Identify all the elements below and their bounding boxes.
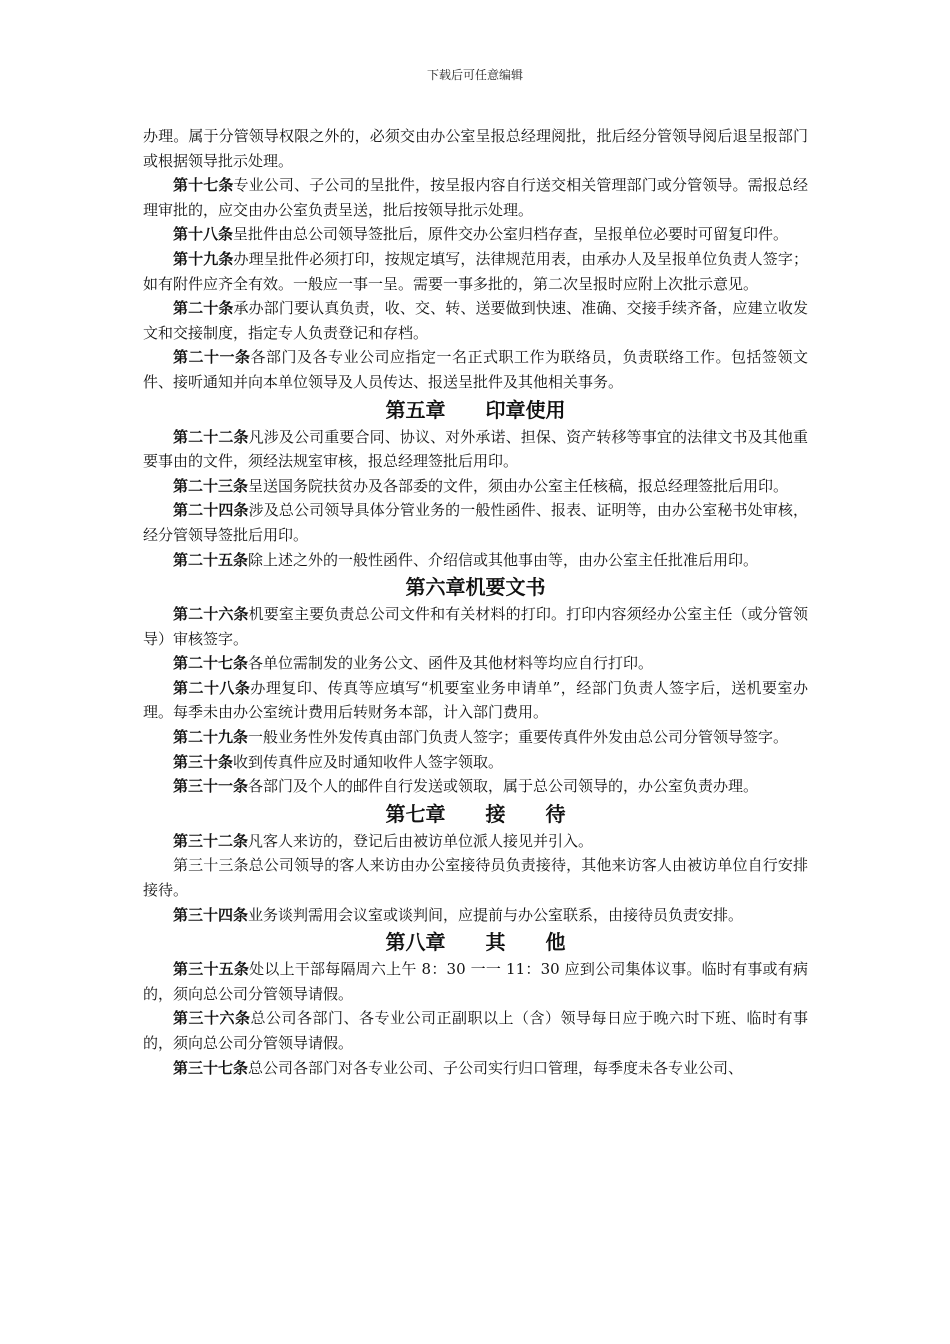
article-text: 一般业务性外发传真由部门负责人签字；重要传真件外发由总公司分管领导签字。	[248, 728, 789, 747]
article-paragraph	[143, 957, 808, 1006]
chapter-heading: 第五章 印章使用	[385, 397, 566, 422]
article-paragraph	[143, 750, 808, 775]
article-paragraph	[143, 774, 808, 799]
article-number: 第二十条	[173, 299, 234, 318]
article-paragraph	[143, 676, 808, 725]
article-number: 第三十四条	[173, 905, 249, 924]
article-text: 总公司各部门对各专业公司、子公司实行归口管理，每季度未各专业公司、	[248, 1058, 744, 1077]
article-paragraph	[143, 651, 808, 676]
article-paragraph	[143, 829, 808, 854]
article-text: 办理呈批件必须打印，按规定填写，法律规范用表，由承办人及呈报单位负责人签字；如有附件应齐全有效。一般应一事一呈。需要一事多批的，第二次呈报时应附上次批示意见。	[143, 249, 808, 293]
article-paragraph	[143, 725, 808, 750]
article-paragraph	[143, 1006, 808, 1055]
article-text: 处以上干部每隔周六上午 8：30 一一 11：30 应到公司集体议事。临时有事或有病的，须向总公司分管领导请假。	[143, 960, 808, 1003]
article-text: 呈送国务院扶贫办及各部委的文件，须由办公室主任核稿，报总经理签批后用印。	[248, 476, 789, 495]
article-number: 第二十四条	[173, 501, 249, 520]
article-paragraph	[143, 173, 808, 222]
article-paragraph	[143, 247, 808, 296]
chapter-heading: 第七章 接 待	[385, 801, 566, 826]
article-text: 承办部门要认真负责，收、交、转、送要做到快速、准确、交接手续齐备，应建立收发文和交接制度，指定专人负责登记和存档。	[143, 299, 808, 342]
article-number: 第二十五条	[173, 550, 249, 569]
article-paragraph	[143, 903, 808, 928]
article-text: 专业公司、子公司的呈批件，按呈报内容自行送交相关管理部门或分管领导。需报总经理审批的，应交由办公室负责呈送，批后按领导批示处理。	[143, 176, 808, 219]
article-number: 第十八条	[173, 225, 234, 244]
article-number: 第三十五条	[173, 960, 250, 979]
chapter-heading: 第六章机要文书	[405, 575, 546, 600]
article-text: 各部门及个人的邮件自行发送或领取，属于总公司领导的，办公室负责办理。	[248, 777, 759, 796]
article-text: 收到传真件应及时通知收件人签字领取。	[233, 752, 504, 771]
article-paragraph	[143, 853, 808, 902]
article-text: 呈批件由总公司领导签批后，原件交办公室归档存查，呈报单位必要时可留复印件。	[233, 225, 789, 244]
article-text: 业务谈判需用会议室或谈判间，应提前与办公室联系，由接待员负责安排。	[248, 905, 744, 924]
document-body	[143, 124, 808, 1080]
article-number: 第三十条	[173, 752, 234, 771]
article-paragraph	[143, 1056, 808, 1081]
article-text: 机要室主要负责总公司文件和有关材料的打印。打印内容须经办公室主任（或分管领导）审核签字。	[143, 605, 808, 648]
article-text: 凡涉及公司重要合同、协议、对外承诺、担保、资产转移等事宜的法律文书及其他重要事由的文件，须经法规室审核，报总经理签批后用印。	[143, 427, 808, 471]
article-paragraph	[143, 296, 808, 345]
article-paragraph	[143, 345, 808, 394]
article-number: 第二十一条	[173, 348, 251, 367]
article-text: 除上述之外的一般性函件、介绍信或其他事由等，由办公室主任批准后用印。	[248, 550, 759, 569]
article-number: 第十七条	[173, 176, 234, 195]
article-number: 第三十一条	[173, 777, 249, 796]
article-number: 第三十七条	[173, 1058, 249, 1077]
article-text: 涉及总公司领导具体分管业务的一般性函件、报表、证明等，由办公室秘书处审核，经分管领导签批后用印。	[143, 501, 808, 544]
article-paragraph	[143, 124, 808, 173]
article-number: 第二十八条	[173, 678, 251, 697]
article-text: 总公司各部门、各专业公司正副职以上（含）领导每日应于晚六时下班、临时有事的，须向总公司分管领导请假。	[143, 1009, 808, 1052]
article-text: 凡客人来访的，登记后由被访单位派人接见并引入。	[248, 831, 594, 850]
chapter-heading: 第八章 其 他	[385, 930, 566, 955]
article-number: 第三十二条	[173, 831, 249, 850]
article-text: 各部门及各专业公司应指定一名正式职工作为联络员，负责联络工作。包括签领文件、接听通知并向本单位领导及人员传达、报送呈批件及其他相关事务。	[143, 348, 808, 391]
article-number: 第三十六条	[173, 1009, 251, 1028]
article-text: 第三十三条总公司领导的客人来访由办公室接待员负责接待，其他来访客人由被访单位自行安排接待。	[143, 856, 808, 900]
article-number: 第二十九条	[173, 728, 249, 747]
article-paragraph	[143, 425, 808, 474]
article-paragraph	[143, 602, 808, 651]
page-header-note: 下载后可任意编辑	[426, 68, 523, 82]
article-paragraph	[143, 222, 808, 247]
article-paragraph	[143, 548, 808, 573]
article-number: 第十九条	[173, 249, 234, 268]
article-paragraph	[143, 474, 808, 499]
article-text: 办理。属于分管领导权限之外的，必须交由办公室呈报总经理阅批，批后经分管领导阅后退呈报部门或根据领导批示处理。	[143, 127, 808, 170]
article-number: 第二十六条	[173, 605, 249, 624]
article-text: 各单位需制发的业务公文、函件及其他材料等均应自行打印。	[248, 654, 654, 673]
article-paragraph	[143, 498, 808, 547]
article-number: 第二十七条	[173, 654, 249, 673]
article-number: 第二十三条	[173, 476, 249, 495]
article-text: 办理复印、传真等应填写“机要室业务申请单”，经部门负责人签字后，送机要室办理。每季未由办公室统计费用后转财务本部，计入部门费用。	[143, 678, 808, 722]
article-number: 第二十二条	[173, 427, 249, 446]
